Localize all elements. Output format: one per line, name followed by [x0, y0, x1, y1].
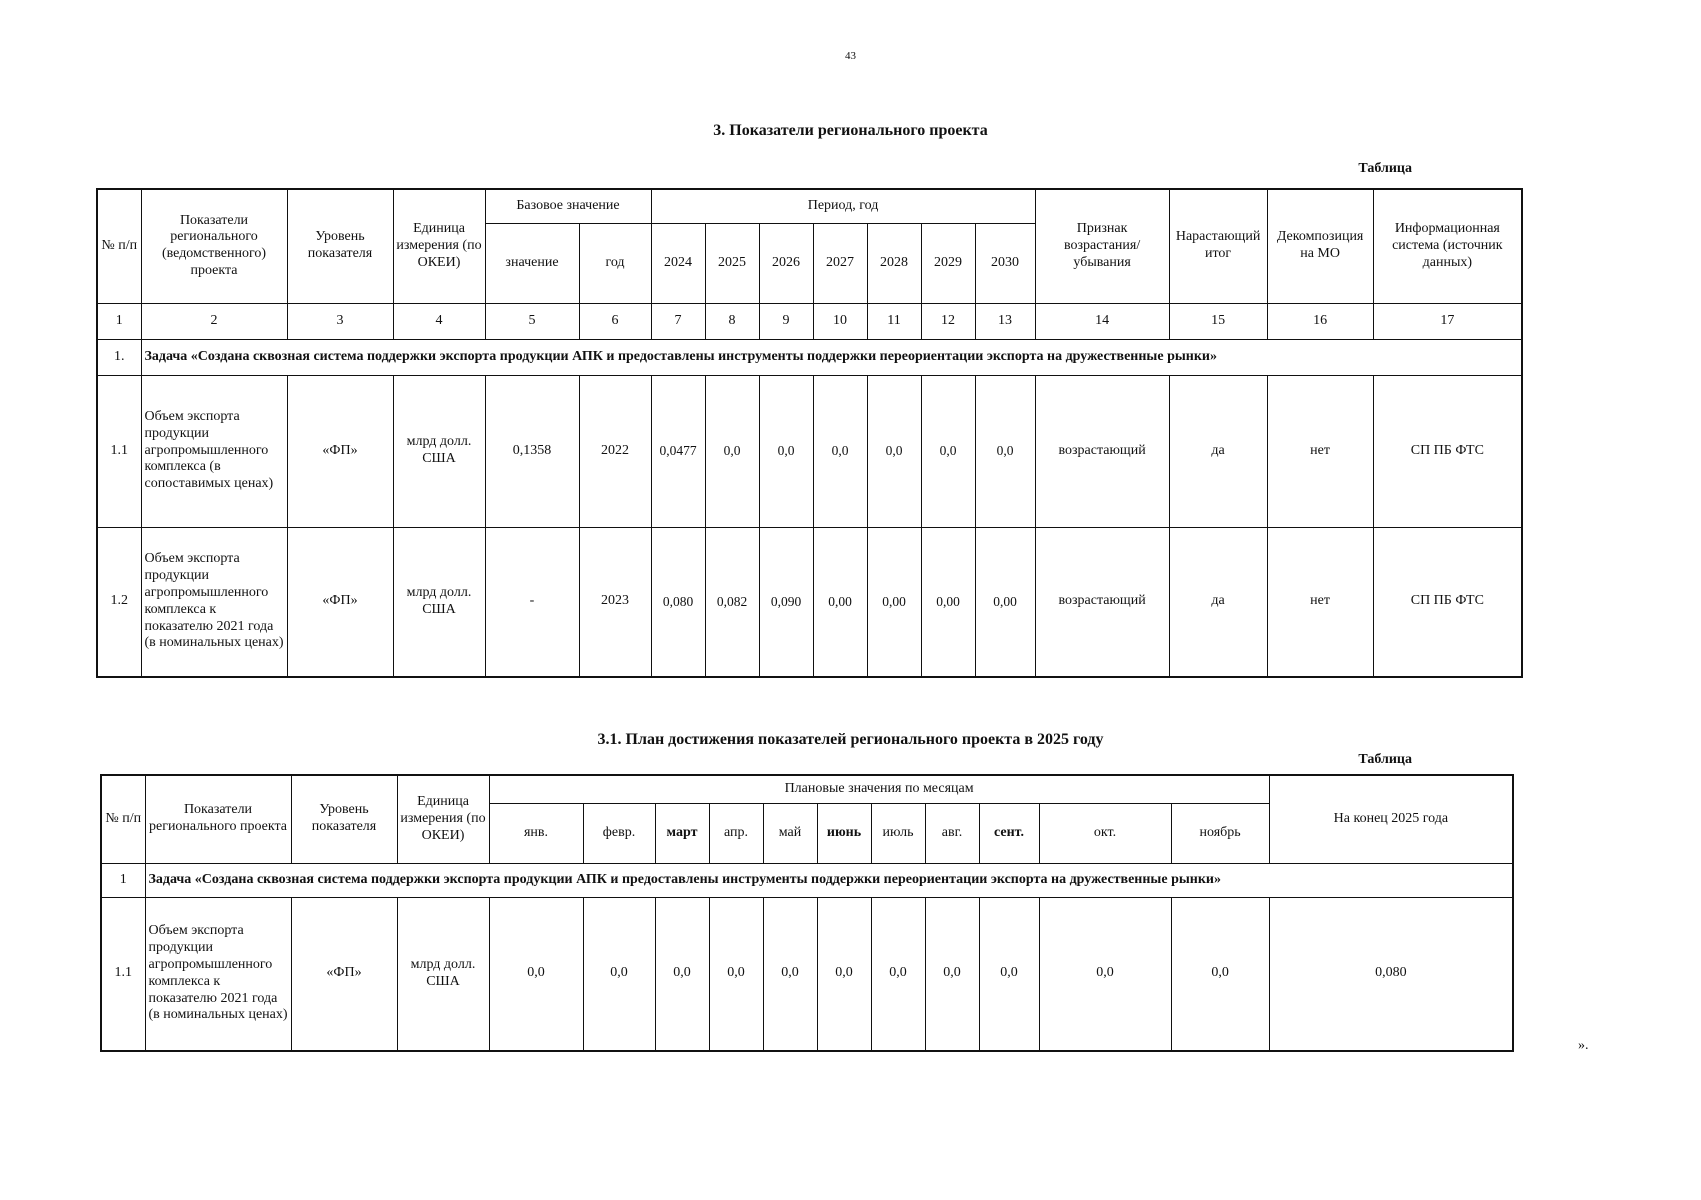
header-year: 2028 [867, 223, 921, 303]
row-year-value: 0,00 [921, 527, 975, 677]
row-month-value: 0,0 [1171, 897, 1269, 1051]
row-month-value: 0,0 [763, 897, 817, 1051]
row-year-value: 0,0 [975, 375, 1035, 527]
header-indicator: Показатели регионального проекта [145, 775, 291, 863]
task-num: 1. [97, 339, 141, 375]
row-cumulative: да [1169, 527, 1267, 677]
header-month: авг. [925, 803, 979, 863]
header-month: апр. [709, 803, 763, 863]
task-row [97, 339, 1522, 375]
row-year-value: 0,00 [867, 527, 921, 677]
row-unit: млрд долл. США [393, 375, 485, 527]
row-base-year: 2022 [579, 375, 651, 527]
row-indicator: Объем экспорта продукции агропромышленного комплекса к показателю 2021 года (в номинальных ценах) [145, 897, 291, 1051]
header-base-year: год [579, 223, 651, 303]
col-number: 1 [97, 303, 141, 339]
header-months-group: Плановые значения по месяцам [489, 775, 1269, 803]
row-year-value: 0,0 [759, 375, 813, 527]
header-indicator: Показатели регионального (ведомственного) проекта [141, 189, 287, 303]
header-month: февр. [583, 803, 655, 863]
header-month: июнь [817, 803, 871, 863]
table-row [101, 897, 1513, 1051]
row-month-value: 0,0 [925, 897, 979, 1051]
col-number: 3 [287, 303, 393, 339]
column-number-row [97, 303, 1522, 339]
closing-quote: ». [1578, 1038, 1589, 1053]
row-num: 1.1 [101, 897, 145, 1051]
header-base-group: Базовое значение [485, 189, 651, 223]
row-base-year: 2023 [579, 527, 651, 677]
row-month-value: 0,0 [979, 897, 1039, 1051]
header-level: Уровень показателя [291, 775, 397, 863]
row-base-value: 0,1358 [485, 375, 579, 527]
page-number: 43 [845, 50, 856, 62]
row-year-value: 0,0 [705, 375, 759, 527]
row-year-value: 0,090 [759, 527, 813, 677]
row-decomp: нет [1267, 375, 1373, 527]
header-year: 2025 [705, 223, 759, 303]
row-sign: возрастающий [1035, 375, 1169, 527]
row-month-value: 0,0 [655, 897, 709, 1051]
header-info: Информационная система (источник данных) [1373, 189, 1522, 303]
header-num: № п/п [97, 189, 141, 303]
header-year: 2029 [921, 223, 975, 303]
row-year-value: 0,00 [975, 527, 1035, 677]
table-row [97, 375, 1522, 527]
row-unit: млрд долл. США [397, 897, 489, 1051]
row-month-value: 0,0 [583, 897, 655, 1051]
row-year-value: 0,0 [921, 375, 975, 527]
task-row [101, 863, 1513, 897]
col-number: 11 [867, 303, 921, 339]
task-text: Задача «Создана сквозная система поддержки экспорта продукции АПК и предоставлены инструменты поддержки переориентации экспорта на дружественные рынки» [141, 339, 1522, 375]
col-number: 4 [393, 303, 485, 339]
row-year-value: 0,00 [813, 527, 867, 677]
row-info: СП ПБ ФТС [1373, 527, 1522, 677]
row-month-value: 0,0 [489, 897, 583, 1051]
table-row [97, 527, 1522, 677]
task-num: 1 [101, 863, 145, 897]
col-number: 9 [759, 303, 813, 339]
col-number: 14 [1035, 303, 1169, 339]
table-label: Таблица [1358, 752, 1412, 767]
row-year-value: 0,0 [813, 375, 867, 527]
row-sign: возрастающий [1035, 527, 1169, 677]
row-year-value: 0,082 [705, 527, 759, 677]
row-unit: млрд долл. США [393, 527, 485, 677]
header-decomp: Декомпозиция на МО [1267, 189, 1373, 303]
header-year: 2024 [651, 223, 705, 303]
header-month: янв. [489, 803, 583, 863]
row-num: 1.1 [97, 375, 141, 527]
row-year-value: 0,0477 [651, 375, 705, 527]
header-month: ноябрь [1171, 803, 1269, 863]
plan-table [100, 774, 1514, 1052]
col-number: 13 [975, 303, 1035, 339]
row-month-value: 0,0 [709, 897, 763, 1051]
header-year: 2030 [975, 223, 1035, 303]
row-cumulative: да [1169, 375, 1267, 527]
col-number: 10 [813, 303, 867, 339]
header-period-group: Период, год [651, 189, 1035, 223]
row-month-value: 0,0 [1039, 897, 1171, 1051]
row-decomp: нет [1267, 527, 1373, 677]
row-year-value: 0,080 [651, 527, 705, 677]
section-title: 3.1. План достижения показателей регионального проекта в 2025 году [597, 731, 1104, 748]
header-month: июль [871, 803, 925, 863]
header-level: Уровень показателя [287, 189, 393, 303]
table-label: Таблица [1358, 161, 1412, 176]
row-month-value: 0,0 [871, 897, 925, 1051]
header-end: На конец 2025 года [1269, 775, 1513, 863]
row-level: «ФП» [291, 897, 397, 1051]
indicators-table [96, 188, 1523, 678]
col-number: 7 [651, 303, 705, 339]
header-month: май [763, 803, 817, 863]
col-number: 6 [579, 303, 651, 339]
header-month: март [655, 803, 709, 863]
col-number: 8 [705, 303, 759, 339]
header-sign: Признак возрастания/убывания [1035, 189, 1169, 303]
row-num: 1.2 [97, 527, 141, 677]
header-base-value: значение [485, 223, 579, 303]
header-num: № п/п [101, 775, 145, 863]
row-indicator: Объем экспорта продукции агропромышленного комплекса к показателю 2021 года (в номинальных ценах) [141, 527, 287, 677]
header-month: сент. [979, 803, 1039, 863]
col-number: 12 [921, 303, 975, 339]
header-unit: Единица измерения (по ОКЕИ) [393, 189, 485, 303]
row-level: «ФП» [287, 527, 393, 677]
header-unit: Единица измерения (по ОКЕИ) [397, 775, 489, 863]
header-year: 2027 [813, 223, 867, 303]
col-number: 17 [1373, 303, 1522, 339]
col-number: 2 [141, 303, 287, 339]
col-number: 15 [1169, 303, 1267, 339]
row-indicator: Объем экспорта продукции агропромышленного комплекса (в сопоставимых ценах) [141, 375, 287, 527]
row-level: «ФП» [287, 375, 393, 527]
section-title: 3. Показатели регионального проекта [713, 122, 988, 139]
row-end-value: 0,080 [1269, 897, 1513, 1051]
header-year: 2026 [759, 223, 813, 303]
row-info: СП ПБ ФТС [1373, 375, 1522, 527]
col-number: 16 [1267, 303, 1373, 339]
header-month: окт. [1039, 803, 1171, 863]
col-number: 5 [485, 303, 579, 339]
header-cumulative: Нарастающий итог [1169, 189, 1267, 303]
row-base-value: - [485, 527, 579, 677]
task-text: Задача «Создана сквозная система поддержки экспорта продукции АПК и предоставлены инструменты поддержки переориентации экспорта на дружественные рынки» [145, 863, 1513, 897]
row-month-value: 0,0 [817, 897, 871, 1051]
row-year-value: 0,0 [867, 375, 921, 527]
